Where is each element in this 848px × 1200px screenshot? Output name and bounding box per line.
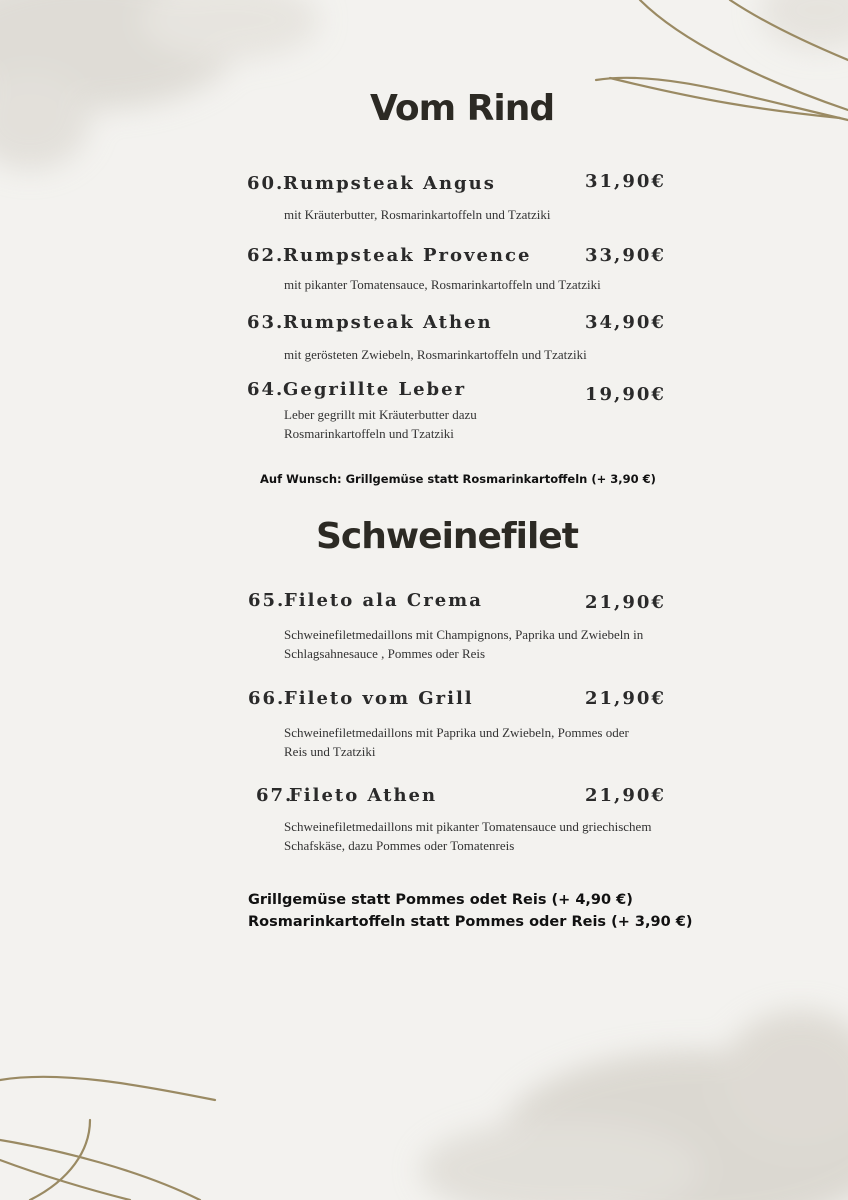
item-description: Schweinefiletmedaillons mit pikanter Tomatensauce und griechischem Schafskäse, dazu Pommes oder Tomatenreis <box>284 819 652 853</box>
side-dish-note: Auf Wunsch: Grillgemüse statt Rosmarinkartoffeln (+ 3,90 €) <box>260 472 656 486</box>
item-number: 65. <box>248 590 286 611</box>
item-number: 64. <box>247 379 285 400</box>
side-dish-note-rosmarinkartoffeln: Rosmarinkartoffeln statt Pommes oder Reis (+ 3,90 €) <box>248 914 693 930</box>
item-price: 21,90€ <box>585 688 666 709</box>
item-name: Fileto Athen <box>289 785 438 806</box>
item-name: Fileto vom Grill <box>284 688 474 709</box>
item-price: 21,90€ <box>585 785 666 806</box>
item-description: mit pikanter Tomatensauce, Rosmarinkartoffeln und Tzatziki <box>284 277 601 292</box>
item-number: 66. <box>248 688 286 709</box>
item-price: 21,90€ <box>585 592 666 613</box>
item-name: Fileto ala Crema <box>284 590 483 611</box>
item-price: 19,90€ <box>585 384 666 405</box>
item-name: Rumpsteak Angus <box>283 173 496 194</box>
section-title-vom-rind: Vom Rind <box>370 88 555 129</box>
item-number: 67. <box>256 785 294 806</box>
item-name: Rumpsteak Provence <box>283 245 532 266</box>
item-description: Leber gegrillt mit Kräuterbutter dazu Rosmarinkartoffeln und Tzatziki <box>284 407 477 441</box>
item-price: 33,90€ <box>585 245 666 266</box>
item-name: Rumpsteak Athen <box>283 312 493 333</box>
item-description: Schweinefiletmedaillons mit Champignons, Paprika und Zwiebeln in Schlagsahnesauce , Pommes oder Reis <box>284 627 644 661</box>
item-number: 60. <box>247 173 285 194</box>
item-description: mit Kräuterbutter, Rosmarinkartoffeln und Tzatziki <box>284 207 551 222</box>
section-title-schweinefilet: Schweinefilet <box>316 516 578 557</box>
item-price: 31,90€ <box>585 171 666 192</box>
side-dish-note-grillgemuese: Grillgemüse statt Pommes odet Reis (+ 4,90 €) <box>248 892 633 908</box>
item-number: 62. <box>247 245 285 266</box>
item-price: 34,90€ <box>585 312 666 333</box>
item-description: mit gerösteten Zwiebeln, Rosmarinkartoffeln und Tzatziki <box>284 347 587 362</box>
item-description: Schweinefiletmedaillons mit Paprika und Zwiebeln, Pommes oder Reis und Tzatziki <box>284 725 629 759</box>
item-name: Gegrillte Leber <box>283 379 467 400</box>
item-number: 63. <box>247 312 285 333</box>
